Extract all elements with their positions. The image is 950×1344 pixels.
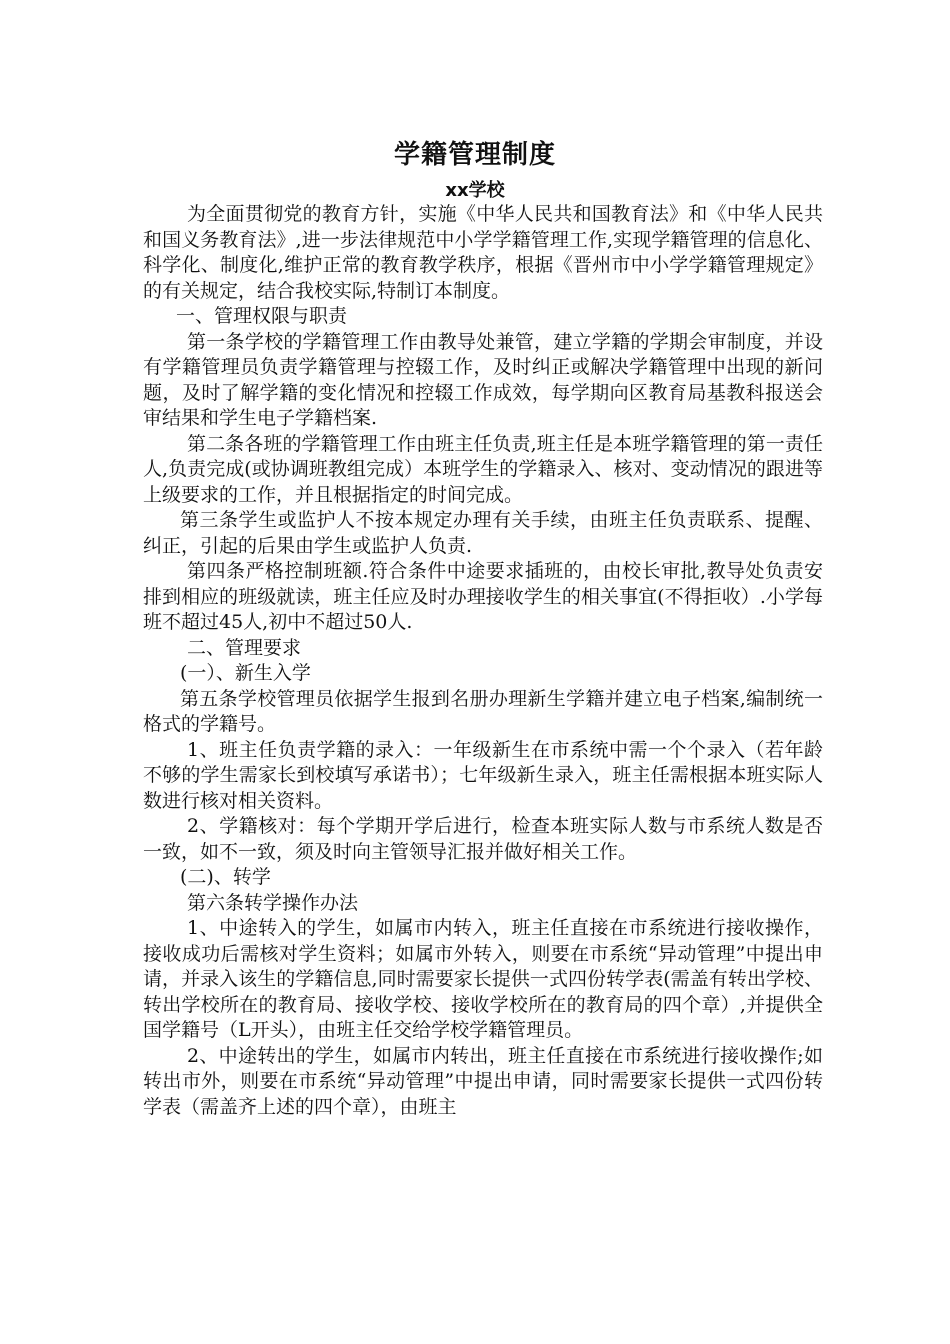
article-3-paragraph: 第三条学生或监护人不按本规定办理有关手续，由班主任负责联系、提醒、纠正，引起的后果由学生或监护人负责.	[143, 509, 823, 557]
item-2-paragraph: 2、学籍核对：每个学期开学后进行，检查本班实际人数与市系统人数是否一致，如不一致，须及时向主管领导汇报并做好相关工作。	[143, 815, 823, 863]
article-1-paragraph: 第一条学校的学籍管理工作由教导处兼管，建立学籍的学期会审制度，并设有学籍管理员负责学籍管理与控辍工作，及时纠正或解决学籍管理中出现的新问题，及时了解学籍的变化情况和控辍工作成效，每学期向区教育局基教科报送会审结果和学生电子学籍档案.	[143, 330, 823, 429]
article-5-paragraph: 第五条学校管理员依据学生报到名册办理新生学籍并建立电子档案,编制统一格式的学籍号。	[143, 687, 823, 735]
document-body	[143, 202, 823, 1120]
section-heading-1: 一、管理权限与职责	[176, 305, 348, 327]
document-title: 学籍管理制度	[393, 140, 556, 170]
article-6-heading: 第六条转学操作办法	[187, 891, 359, 914]
transfer-in-paragraph: 1、中途转入的学生，如属市内转入，班主任直接在市系统进行接收操作，接收成功后需核对学生资料；如属市外转入，则要在市系统“异动管理”中提出申请，并录入该生的学籍信息,同时需要家长提供一式四份转学表(需盖有转出学校、转出学校所在的教育局、接收学校、接收学校所在的教育局的四个章）,并提供全国学籍号（L开头），由班主任交给学校学籍管理员。	[143, 917, 823, 1041]
subsection-heading-enrollment: (一）、新生入学	[180, 662, 311, 684]
article-2-paragraph: 第二条各班的学籍管理工作由班主任负责,班主任是本班学籍管理的第一责任人,负责完成(或协调班教组完成）本班学生的学籍录入、核对、变动情况的跟进等上级要求的工作，并且根据指定的时间完成。	[143, 432, 823, 506]
intro-paragraph: 为全面贯彻党的教育方针，实施《中华人民共和国教育法》和《中华人民共和国义务教育法》,进一步法律规范中小学学籍管理工作,实现学籍管理的信息化、科学化、制度化,维护正常的教育教学秩序，根据《晋州市中小学学籍管理规定》的有关规定，结合我校实际,特制订本制度。	[143, 203, 823, 302]
item-1-paragraph: 1、班主任负责学籍的录入：一年级新生在市系统中需一个个录入（若年龄不够的学生需家长到校填写承诺书）；七年级新生录入，班主任需根据本班实际人数进行核对相关资料。	[143, 738, 823, 812]
subsection-heading-transfer: (二)、转学	[180, 866, 271, 888]
transfer-out-paragraph: 2、中途转出的学生，如属市内转出，班主任直接在市系统进行接收操作;如转出市外，则要在市系统“异动管理”中提出申请，同时需要家长提供一式四份转学表（需盖齐上述的四个章），由班主	[143, 1044, 823, 1118]
school-name: xx学校	[445, 180, 505, 201]
section-heading-2: 二、管理要求	[187, 636, 302, 659]
article-4-paragraph: 第四条严格控制班额.符合条件中途要求插班的，由校长审批,教导处负责安排到相应的班级就读，班主任应及时办理接收学生的相关事宜(不得拒收）.小学每班不超过45人,初中不超过50人.	[143, 560, 823, 633]
